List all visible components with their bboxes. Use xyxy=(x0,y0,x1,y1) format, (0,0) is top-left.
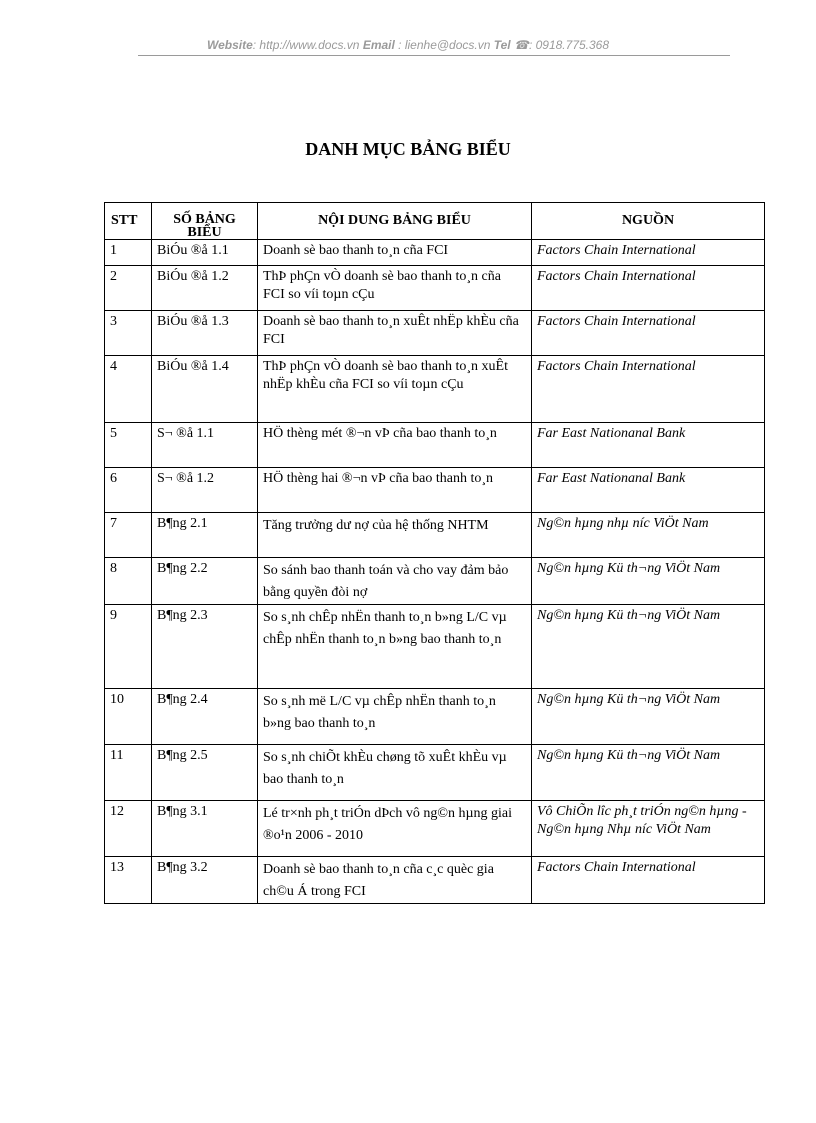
row-nguon: Ng©n hµng Kü th¬ng ViÖt Nam xyxy=(532,558,765,605)
row-noi-dung: So s¸nh chiÕt khÈu chøng tõ xuÊt khÈu vµ bao thanh to¸n xyxy=(258,745,532,801)
row-nguon: Factors Chain International xyxy=(532,266,765,311)
row-noi-dung: HÖ thèng mét ®¬n vÞ cña bao thanh to¸n xyxy=(258,423,532,468)
table-row xyxy=(105,423,765,468)
row-nguon: Ng©n hµng Kü th¬ng ViÖt Nam xyxy=(532,689,765,745)
row-so-bang-bieu: B¶ng 3.1 xyxy=(152,801,258,857)
row-noi-dung: Lé tr×nh ph¸t triÓn dÞch vô ng©n hµng giai ®o¹n 2006 - 2010 xyxy=(258,801,532,857)
row-so-bang-bieu: BiÓu ®å 1.2 xyxy=(152,266,258,311)
row-stt: 2 xyxy=(105,266,152,311)
row-stt: 4 xyxy=(105,356,152,423)
row-so-bang-bieu: BiÓu ®å 1.3 xyxy=(152,311,258,356)
row-noi-dung: HÖ thèng hai ®¬n vÞ cña bao thanh to¸n xyxy=(258,468,532,513)
header-so-bang-bieu: SỐ BẢNG BIỂU xyxy=(152,203,258,240)
row-stt: 1 xyxy=(105,240,152,266)
website-value: : http://www.docs.vn xyxy=(252,38,360,52)
row-noi-dung: So sánh bao thanh toán và cho vay đảm bảo bằng quyền đòi nợ xyxy=(258,558,532,605)
row-stt: 7 xyxy=(105,513,152,558)
row-so-bang-bieu: B¶ng 2.5 xyxy=(152,745,258,801)
table-row xyxy=(105,356,765,423)
table-row xyxy=(105,857,765,904)
row-stt: 3 xyxy=(105,311,152,356)
row-stt: 5 xyxy=(105,423,152,468)
row-stt: 9 xyxy=(105,605,152,689)
website-label: Website xyxy=(206,38,253,52)
row-nguon: Far East Nationanal Bank xyxy=(532,423,765,468)
table-row xyxy=(105,801,765,857)
row-noi-dung: ThÞ phÇn vÒ doanh sè bao thanh to¸n xuÊt nhËp khÈu cña FCI so víi toµn cÇu xyxy=(258,356,532,423)
header-nguon: NGUỒN xyxy=(532,203,765,240)
page-title: DANH MỤC BẢNG BIỂU xyxy=(305,139,511,159)
row-nguon: Factors Chain International xyxy=(532,311,765,356)
row-stt: 11 xyxy=(105,745,152,801)
row-so-bang-bieu: B¶ng 2.4 xyxy=(152,689,258,745)
row-noi-dung: So s¸nh chÊp nhËn thanh to¸n b»ng L/C vµ chÊp nhËn thanh to¸n b»ng bao thanh to¸n xyxy=(258,605,532,689)
row-noi-dung: Doanh sè bao thanh to¸n cña c¸c quèc gia ch©u Á trong FCI xyxy=(258,857,532,904)
row-noi-dung: Doanh sè bao thanh to¸n xuÊt nhËp khÈu cña FCI xyxy=(258,311,532,356)
row-stt: 12 xyxy=(105,801,152,857)
page-header xyxy=(0,38,816,52)
row-so-bang-bieu: B¶ng 2.2 xyxy=(152,558,258,605)
row-stt: 10 xyxy=(105,689,152,745)
header-divider xyxy=(138,55,730,56)
table-row xyxy=(105,266,765,311)
header-stt: STT xyxy=(105,203,152,240)
tel-value: ☎: 0918.775.368 xyxy=(514,38,610,52)
row-so-bang-bieu: B¶ng 2.1 xyxy=(152,513,258,558)
row-nguon: Factors Chain International xyxy=(532,857,765,904)
row-nguon: Ng©n hµng Kü th¬ng ViÖt Nam xyxy=(532,745,765,801)
row-noi-dung: ThÞ phÇn vÒ doanh sè bao thanh to¸n cña FCI so víi toµn cÇu xyxy=(258,266,532,311)
row-so-bang-bieu: B¶ng 2.3 xyxy=(152,605,258,689)
table-body xyxy=(105,240,765,904)
table-row xyxy=(105,311,765,356)
table-row xyxy=(105,513,765,558)
row-stt: 13 xyxy=(105,857,152,904)
row-nguon: Far East Nationanal Bank xyxy=(532,468,765,513)
row-so-bang-bieu: BiÓu ®å 1.1 xyxy=(152,240,258,266)
header-noi-dung: NỘI DUNG BẢNG BIỂU xyxy=(258,203,532,240)
row-so-bang-bieu: S¬ ®å 1.1 xyxy=(152,423,258,468)
row-noi-dung: Doanh sè bao thanh to¸n cña FCI xyxy=(258,240,532,266)
row-nguon: Ng©n hµng Kü th¬ng ViÖt Nam xyxy=(532,605,765,689)
row-nguon: Ng©n hµng nhµ níc ViÖt Nam xyxy=(532,513,765,558)
row-nguon: Factors Chain International xyxy=(532,356,765,423)
table-of-figures xyxy=(104,202,765,904)
row-so-bang-bieu: BiÓu ®å 1.4 xyxy=(152,356,258,423)
tel-label: Tel xyxy=(493,38,511,52)
table-row xyxy=(105,745,765,801)
row-nguon: Factors Chain International xyxy=(532,240,765,266)
table-row xyxy=(105,605,765,689)
table-row xyxy=(105,558,765,605)
row-stt: 6 xyxy=(105,468,152,513)
email-value: : lienhe@docs.vn xyxy=(398,38,491,52)
row-noi-dung: Tăng trưởng dư nợ của hệ thống NHTM xyxy=(258,513,532,558)
row-so-bang-bieu: S¬ ®å 1.2 xyxy=(152,468,258,513)
table-row xyxy=(105,240,765,266)
row-so-bang-bieu: B¶ng 3.2 xyxy=(152,857,258,904)
table-row xyxy=(105,468,765,513)
table-row xyxy=(105,689,765,745)
email-label: Email xyxy=(362,38,395,52)
row-noi-dung: So s¸nh më L/C vµ chÊp nhËn thanh to¸n b»ng bao thanh to¸n xyxy=(258,689,532,745)
row-stt: 8 xyxy=(105,558,152,605)
row-nguon: Vô ChiÕn lîc ph¸t triÓn ng©n hµng - Ng©n hµng Nhµ níc ViÖt Nam xyxy=(532,801,765,857)
